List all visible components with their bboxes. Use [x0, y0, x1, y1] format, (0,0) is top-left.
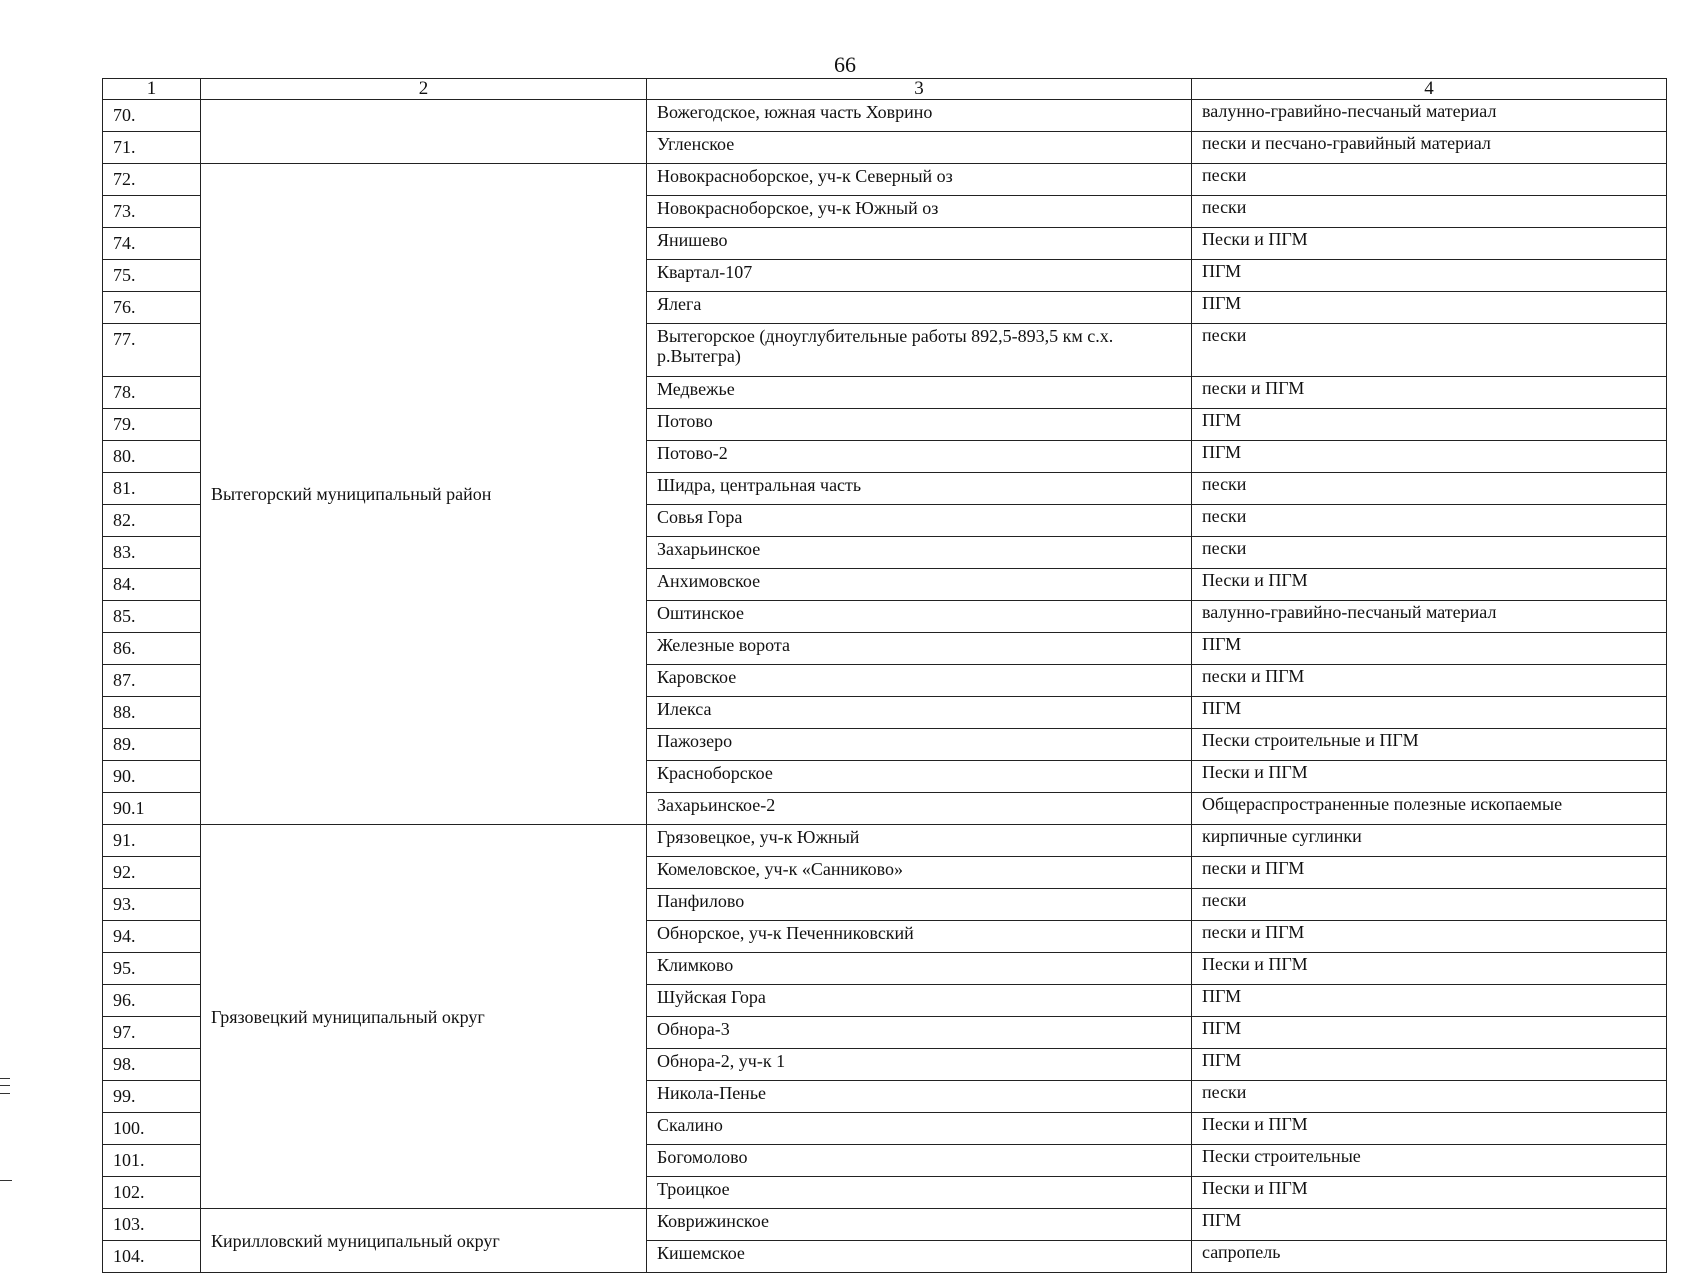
deposit-name: Панфилово: [647, 889, 1192, 921]
row-number: 86.: [103, 633, 201, 665]
row-number: 79.: [103, 409, 201, 441]
row-number: 88.: [103, 697, 201, 729]
material-type: ПГМ: [1192, 633, 1667, 665]
material-type: Пески и ПГМ: [1192, 761, 1667, 793]
row-number: 72.: [103, 164, 201, 196]
row-number: 83.: [103, 537, 201, 569]
material-type: Пески и ПГМ: [1192, 953, 1667, 985]
deposit-name: Троицкое: [647, 1177, 1192, 1209]
row-number: 91.: [103, 825, 201, 857]
material-type: пески и ПГМ: [1192, 377, 1667, 409]
row-number: 97.: [103, 1017, 201, 1049]
material-type: кирпичные суглинки: [1192, 825, 1667, 857]
column-header: 2: [201, 79, 647, 100]
row-number: 78.: [103, 377, 201, 409]
material-type: ПГМ: [1192, 1017, 1667, 1049]
material-type: ПГМ: [1192, 985, 1667, 1017]
row-number: 77.: [103, 324, 201, 377]
row-number: 84.: [103, 569, 201, 601]
page-number: 66: [834, 52, 856, 77]
material-type: сапропель: [1192, 1241, 1667, 1273]
deposit-name: Каровское: [647, 665, 1192, 697]
deposit-name: Квартал-107: [647, 260, 1192, 292]
material-type: пески и ПГМ: [1192, 857, 1667, 889]
row-number: 90.: [103, 761, 201, 793]
row-number: 104.: [103, 1241, 201, 1273]
row-number: 94.: [103, 921, 201, 953]
row-number: 90.1: [103, 793, 201, 825]
row-number: 96.: [103, 985, 201, 1017]
deposit-name: Медвежье: [647, 377, 1192, 409]
deposit-name: Ялега: [647, 292, 1192, 324]
material-type: пески: [1192, 324, 1667, 377]
table-row: [103, 1209, 1667, 1241]
deposit-name: Никола-Пенье: [647, 1081, 1192, 1113]
row-number: 85.: [103, 601, 201, 633]
material-type: Пески и ПГМ: [1192, 1113, 1667, 1145]
row-number: 100.: [103, 1113, 201, 1145]
material-type: пески: [1192, 537, 1667, 569]
material-type: ПГМ: [1192, 697, 1667, 729]
district-name: Кирилловский муниципальный округ: [201, 1209, 647, 1273]
deposit-name: Шуйская Гора: [647, 985, 1192, 1017]
deposit-name: Новокрасноборское, уч-к Северный оз: [647, 164, 1192, 196]
table-row: [103, 100, 1667, 132]
table-row: [103, 825, 1667, 857]
deposit-name: Совья Гора: [647, 505, 1192, 537]
row-number: 70.: [103, 100, 201, 132]
district-name: [201, 100, 647, 164]
district-name: Вытегорский муниципальный район: [201, 164, 647, 825]
deposit-name: Комеловское, уч-к «Санниково»: [647, 857, 1192, 889]
column-header: 3: [647, 79, 1192, 100]
row-number: 101.: [103, 1145, 201, 1177]
material-type: Пески строительные: [1192, 1145, 1667, 1177]
row-number: 82.: [103, 505, 201, 537]
material-type: ПГМ: [1192, 1209, 1667, 1241]
material-type: пески: [1192, 164, 1667, 196]
row-number: 87.: [103, 665, 201, 697]
row-number: 102.: [103, 1177, 201, 1209]
material-type: ПГМ: [1192, 441, 1667, 473]
material-type: Пески строительные и ПГМ: [1192, 729, 1667, 761]
table-row: [103, 164, 1667, 196]
material-type: Пески и ПГМ: [1192, 228, 1667, 260]
row-number: 89.: [103, 729, 201, 761]
row-number: 80.: [103, 441, 201, 473]
deposit-name: Шидра, центральная часть: [647, 473, 1192, 505]
deposit-name: Пажозеро: [647, 729, 1192, 761]
deposit-name: Обнорское, уч-к Печенниковский: [647, 921, 1192, 953]
material-type: ПГМ: [1192, 292, 1667, 324]
deposit-name: Новокрасноборское, уч-к Южный оз: [647, 196, 1192, 228]
header-row: [103, 79, 1667, 100]
material-type: Пески и ПГМ: [1192, 569, 1667, 601]
material-type: пески: [1192, 196, 1667, 228]
row-number: 76.: [103, 292, 201, 324]
material-type: валунно-гравийно-песчаный материал: [1192, 100, 1667, 132]
material-type: пески: [1192, 505, 1667, 537]
row-number: 103.: [103, 1209, 201, 1241]
deposit-name: Оштинское: [647, 601, 1192, 633]
deposits-table: [102, 78, 1667, 1273]
deposit-name: Грязовецкое, уч-к Южный: [647, 825, 1192, 857]
column-header: 4: [1192, 79, 1667, 100]
deposit-name: Красноборское: [647, 761, 1192, 793]
deposit-name: Обнора-2, уч-к 1: [647, 1049, 1192, 1081]
deposit-name: Коврижинское: [647, 1209, 1192, 1241]
margin-dash: [0, 1180, 12, 1181]
material-type: Пески и ПГМ: [1192, 1177, 1667, 1209]
table-body: [103, 100, 1667, 1273]
row-number: 75.: [103, 260, 201, 292]
deposit-name: Богомолово: [647, 1145, 1192, 1177]
row-number: 74.: [103, 228, 201, 260]
material-type: пески и ПГМ: [1192, 921, 1667, 953]
deposit-name: Анхимовское: [647, 569, 1192, 601]
deposit-name: Угленское: [647, 132, 1192, 164]
deposit-name: Обнора-3: [647, 1017, 1192, 1049]
deposit-name: Климково: [647, 953, 1192, 985]
margin-mark: [0, 1078, 10, 1094]
deposit-name: Железные ворота: [647, 633, 1192, 665]
deposit-name: Потово: [647, 409, 1192, 441]
row-number: 71.: [103, 132, 201, 164]
row-number: 99.: [103, 1081, 201, 1113]
material-type: пески: [1192, 889, 1667, 921]
column-header: 1: [103, 79, 201, 100]
row-number: 92.: [103, 857, 201, 889]
deposit-name: Янишево: [647, 228, 1192, 260]
deposit-name: Кишемское: [647, 1241, 1192, 1273]
material-type: ПГМ: [1192, 409, 1667, 441]
deposit-name: Илекса: [647, 697, 1192, 729]
deposit-name: Вытегорское (дноуглубительные работы 892,5-893,5 км с.х. р.Вытегра): [647, 324, 1192, 377]
row-number: 98.: [103, 1049, 201, 1081]
material-type: валунно-гравийно-песчаный материал: [1192, 601, 1667, 633]
deposit-name: Скалино: [647, 1113, 1192, 1145]
row-number: 93.: [103, 889, 201, 921]
material-type: пески: [1192, 473, 1667, 505]
row-number: 81.: [103, 473, 201, 505]
deposit-name: Захарьинское: [647, 537, 1192, 569]
material-type: ПГМ: [1192, 1049, 1667, 1081]
district-name: Грязовецкий муниципальный округ: [201, 825, 647, 1209]
deposit-name: Захарьинское-2: [647, 793, 1192, 825]
deposit-name: Вожегодское, южная часть Ховрино: [647, 100, 1192, 132]
material-type: пески: [1192, 1081, 1667, 1113]
material-type: пески и песчано-гравийный материал: [1192, 132, 1667, 164]
material-type: ПГМ: [1192, 260, 1667, 292]
row-number: 95.: [103, 953, 201, 985]
row-number: 73.: [103, 196, 201, 228]
material-type: пески и ПГМ: [1192, 665, 1667, 697]
material-type: Общераспространенные полезные ископаемые: [1192, 793, 1667, 825]
deposit-name: Потово-2: [647, 441, 1192, 473]
